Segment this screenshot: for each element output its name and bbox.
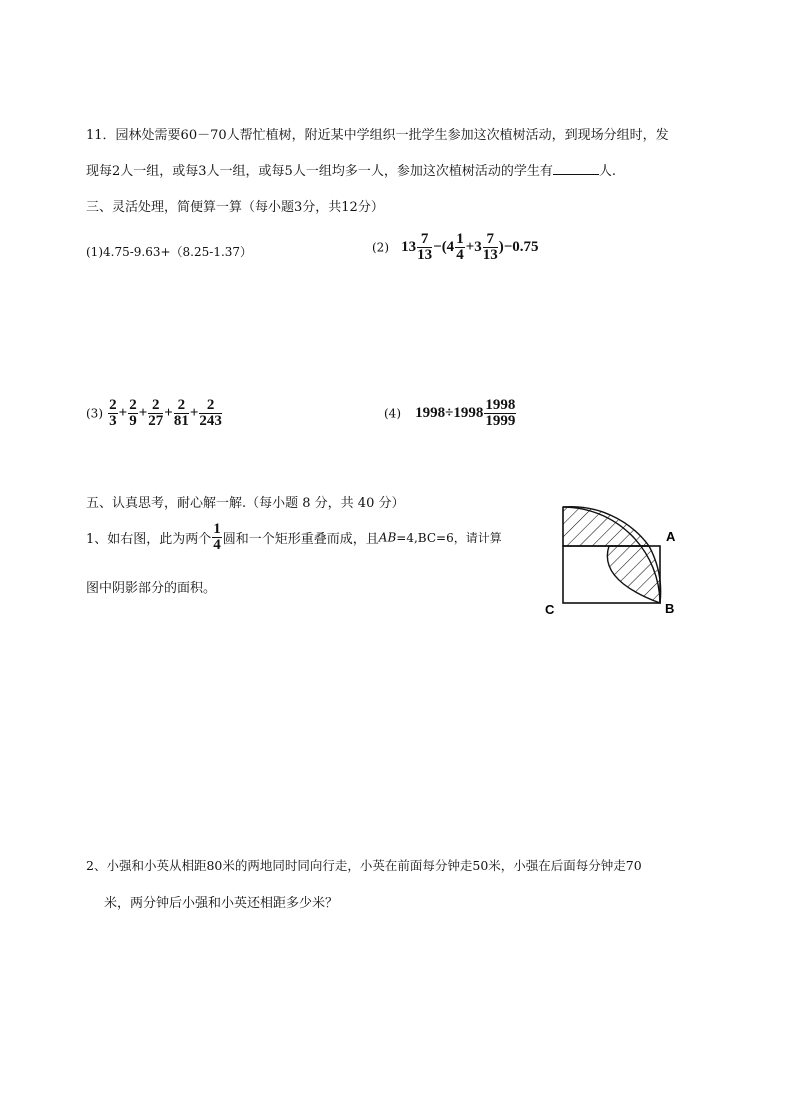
p3-frac2-den: 9 (129, 413, 137, 429)
q1-rest: =4,BC=6，请计算 (396, 531, 502, 545)
p2-tail: )−0.75 (498, 239, 539, 255)
q1-ab: AB (378, 530, 397, 545)
q1-frac-quarter (212, 522, 222, 553)
problem-4-label: (4) (384, 406, 401, 421)
p3-plus-1: + (118, 405, 128, 421)
problem-1-expr: 4.75-9.63+（8.25-1.37） (103, 245, 253, 259)
problem-1 (86, 243, 252, 260)
p4-a: 1998 (415, 405, 446, 421)
q2-line1: 2、小强和小英从相距80米的两地同时同向行走，小英在前面每分钟走50米，小强在后面每分钟走70 (86, 858, 642, 873)
p2-whole-13: 13 (401, 239, 417, 255)
p3-plus-2: + (138, 405, 148, 421)
p3-frac1-num: 2 (109, 397, 117, 413)
answer-blank (553, 162, 599, 175)
p3-plus-4: + (189, 405, 199, 421)
p3-frac1-den: 3 (109, 413, 117, 429)
problem-1-label: (1) (86, 245, 103, 259)
p3-frac-4 (174, 398, 189, 429)
q1-frac-den: 4 (213, 537, 221, 553)
geometry-figure (540, 496, 690, 621)
q1-line1 (86, 522, 502, 553)
q1-line2: 图中阴影部分的面积。 (86, 581, 217, 596)
label-b: B (665, 601, 675, 616)
p2-frac3-den: 13 (482, 247, 498, 263)
q1-frac-num: 1 (213, 521, 221, 537)
p3-frac-5 (199, 398, 222, 429)
p2-frac-1-4 (455, 232, 465, 263)
p2-op2: +3 (465, 239, 482, 255)
shaded-region-lower (607, 546, 660, 603)
q2-line2: 米，两分钟后小强和小英还相距多少米？ (104, 896, 339, 911)
problem-4 (384, 398, 517, 429)
p3-frac2-num: 2 (129, 397, 137, 413)
section3-heading: 三、灵活处理，简便算一算（每小题3分，共12分） (86, 200, 384, 215)
p2-frac2-num: 1 (456, 231, 464, 247)
p2-frac-7-13b (483, 232, 498, 263)
q11-line1: 11．园林处需要60－70人帮忙植树，附近某中学组织一批学生参加这次植树活动，到现场分组时，发 (86, 128, 669, 143)
problem-2-label: (2) (372, 240, 389, 255)
q11-line2-unit: 人. (598, 164, 616, 179)
p3-frac5-num: 2 (199, 398, 222, 414)
label-a: A (666, 529, 676, 544)
p4-frac-den: 1999 (485, 413, 516, 429)
p3-frac-2 (128, 398, 138, 429)
p4-frac-num: 1998 (485, 397, 516, 413)
p3-frac3-num: 2 (148, 398, 163, 414)
p2-frac2-den: 4 (456, 247, 464, 263)
p3-frac-1 (108, 398, 118, 429)
p4-op: ÷1998 (445, 405, 484, 421)
problem-2 (372, 232, 539, 263)
p3-plus-3: + (164, 405, 173, 421)
p2-frac1-num: 7 (417, 232, 432, 248)
q1-mid: 圆和一个矩形重叠而成，且 (222, 532, 379, 547)
p2-op1: −(4 (433, 239, 455, 255)
p2-frac3-num: 7 (483, 232, 498, 248)
problem-3-label: (3) (86, 406, 103, 421)
p4-frac (484, 398, 516, 429)
p3-frac-3 (148, 398, 163, 429)
p3-frac4-num: 2 (174, 398, 189, 414)
problem-3 (86, 398, 223, 429)
p3-frac4-den: 81 (173, 413, 189, 429)
section5-heading: 五、认真思考，耐心解一解.（每小题 8 分，共 40 分） (86, 496, 405, 511)
q1-prefix: 1、如右图，此为两个 (86, 532, 212, 547)
q11-line2-text: 现每2人一组，或每3人一组，或每5人一组均多一人，参加这次植树活动的学生有 (86, 164, 553, 179)
p2-frac1-den: 13 (417, 247, 433, 263)
q11-line2 (86, 160, 616, 179)
label-c: C (545, 602, 555, 617)
p3-frac3-den: 27 (148, 413, 164, 429)
p2-frac-7-13 (417, 232, 432, 263)
p3-frac5-den: 243 (199, 413, 222, 429)
